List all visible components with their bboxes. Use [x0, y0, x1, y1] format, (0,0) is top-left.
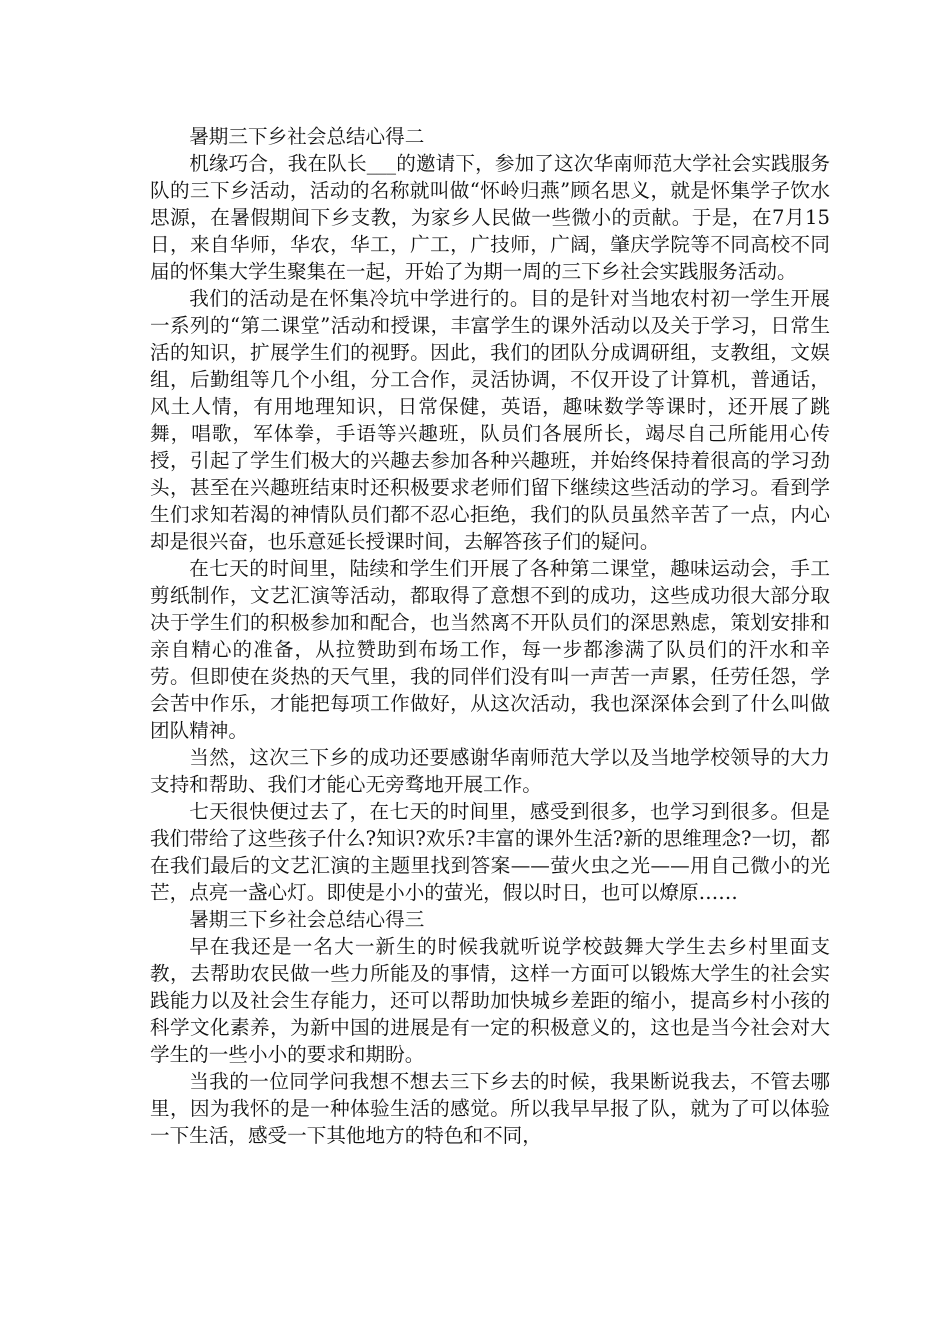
paragraph: 我们的活动是在怀集冷坑中学进行的。目的是针对当地农村初一学生开展一系列的“第二课堂”活动和授课，丰富学生的课外活动以及关于学习，日常生活的知识，扩展学生们的视野。因此，我们的团队分成调研组，支教组，文娱组，后勤组等几个小组，分工合作，灵活协调，不仅开设了计算机，普通话，风土人情，有用地理知识，日常保健，英语，趣味数学等课时，还开展了跳舞，唱歌，军体拳，手语等兴趣班，队员们各展所长，竭尽自己所能用心传授，引起了学生们极大的兴趣去参加各种兴趣班，并始终保持着很高的学习劲头，甚至在兴趣班结束时还积极要求老师们留下继续这些活动的学习。看到学生们求知若渴的神情队员们都不忍心拒绝，我们的队员虽然辛苦了一点，内心却是很兴奋，也乐意延长授课时间，去解答孩子们的疑问。	[150, 287, 830, 553]
section-heading: 暑期三下乡社会总结心得三	[189, 908, 425, 931]
document-body	[150, 123, 830, 1149]
paragraph: 当然，这次三下乡的成功还要感谢华南师范大学以及当地学校领导的大力支持和帮助、我们才能心无旁骛地开展工作。	[150, 746, 830, 796]
section-heading: 暑期三下乡社会总结心得二	[189, 125, 425, 148]
paragraph: 早在我还是一名大一新生的时候我就听说学校鼓舞大学生去乡村里面支教，去帮助农民做一些力所能及的事情，这样一方面可以锻炼大学生的社会实践能力以及社会生存能力，还可以帮助加快城乡差距的缩小，提高乡村小孩的科学文化素养，为新中国的进展是有一定的积极意义的，这也是当今社会对大学生的一些小小的要求和期盼。	[150, 935, 830, 1066]
paragraph: 机缘巧合，我在队长___的邀请下，参加了这次华南师范大学社会实践服务队的三下乡活动，活动的名称就叫做“怀岭归燕”顾名思义，就是怀集学子饮水思源，在暑假期间下乡支教，为家乡人民做一些微小的贡献。于是，在7月15日，来自华师，华农，华工，广工，广技师，广阔，肇庆学院等不同高校不同届的怀集大学生聚集在一起，开始了为期一周的三下乡社会实践服务活动。	[150, 152, 830, 283]
paragraph: 在七天的时间里，陆续和学生们开展了各种第二课堂，趣味运动会，手工剪纸制作，文艺汇演等活动，都取得了意想不到的成功，这些成功很大部分取决于学生们的积极参加和配合，也当然离不开队员们的深思熟虑，策划安排和亲自精心的准备，从拉赞助到布场工作，每一步都渗满了队员们的汗水和辛劳。但即使在炎热的天气里，我的同伴们没有叫一声苦一声累，任劳任怨，学会苦中作乐，才能把每项工作做好，从这次活动，我也深深体会到了什么叫做团队精神。	[150, 557, 830, 742]
paragraph: 七天很快便过去了，在七天的时间里，感受到很多，也学习到很多。但是我们带给了这些孩子什么?知识?欢乐?丰富的课外生活?新的思维理念?一切，都在我们最后的文艺汇演的主题里找到答案——萤火虫之光——用自己微小的光芒，点亮一盏心灯。即使是小小的萤光，假以时日，也可以燎原……	[150, 800, 830, 904]
paragraph: 当我的一位同学问我想不想去三下乡去的时候，我果断说我去，不管去哪里，因为我怀的是一种体验生活的感觉。所以我早早报了队，就为了可以体验一下生活，感受一下其他地方的特色和不同，	[150, 1070, 830, 1147]
